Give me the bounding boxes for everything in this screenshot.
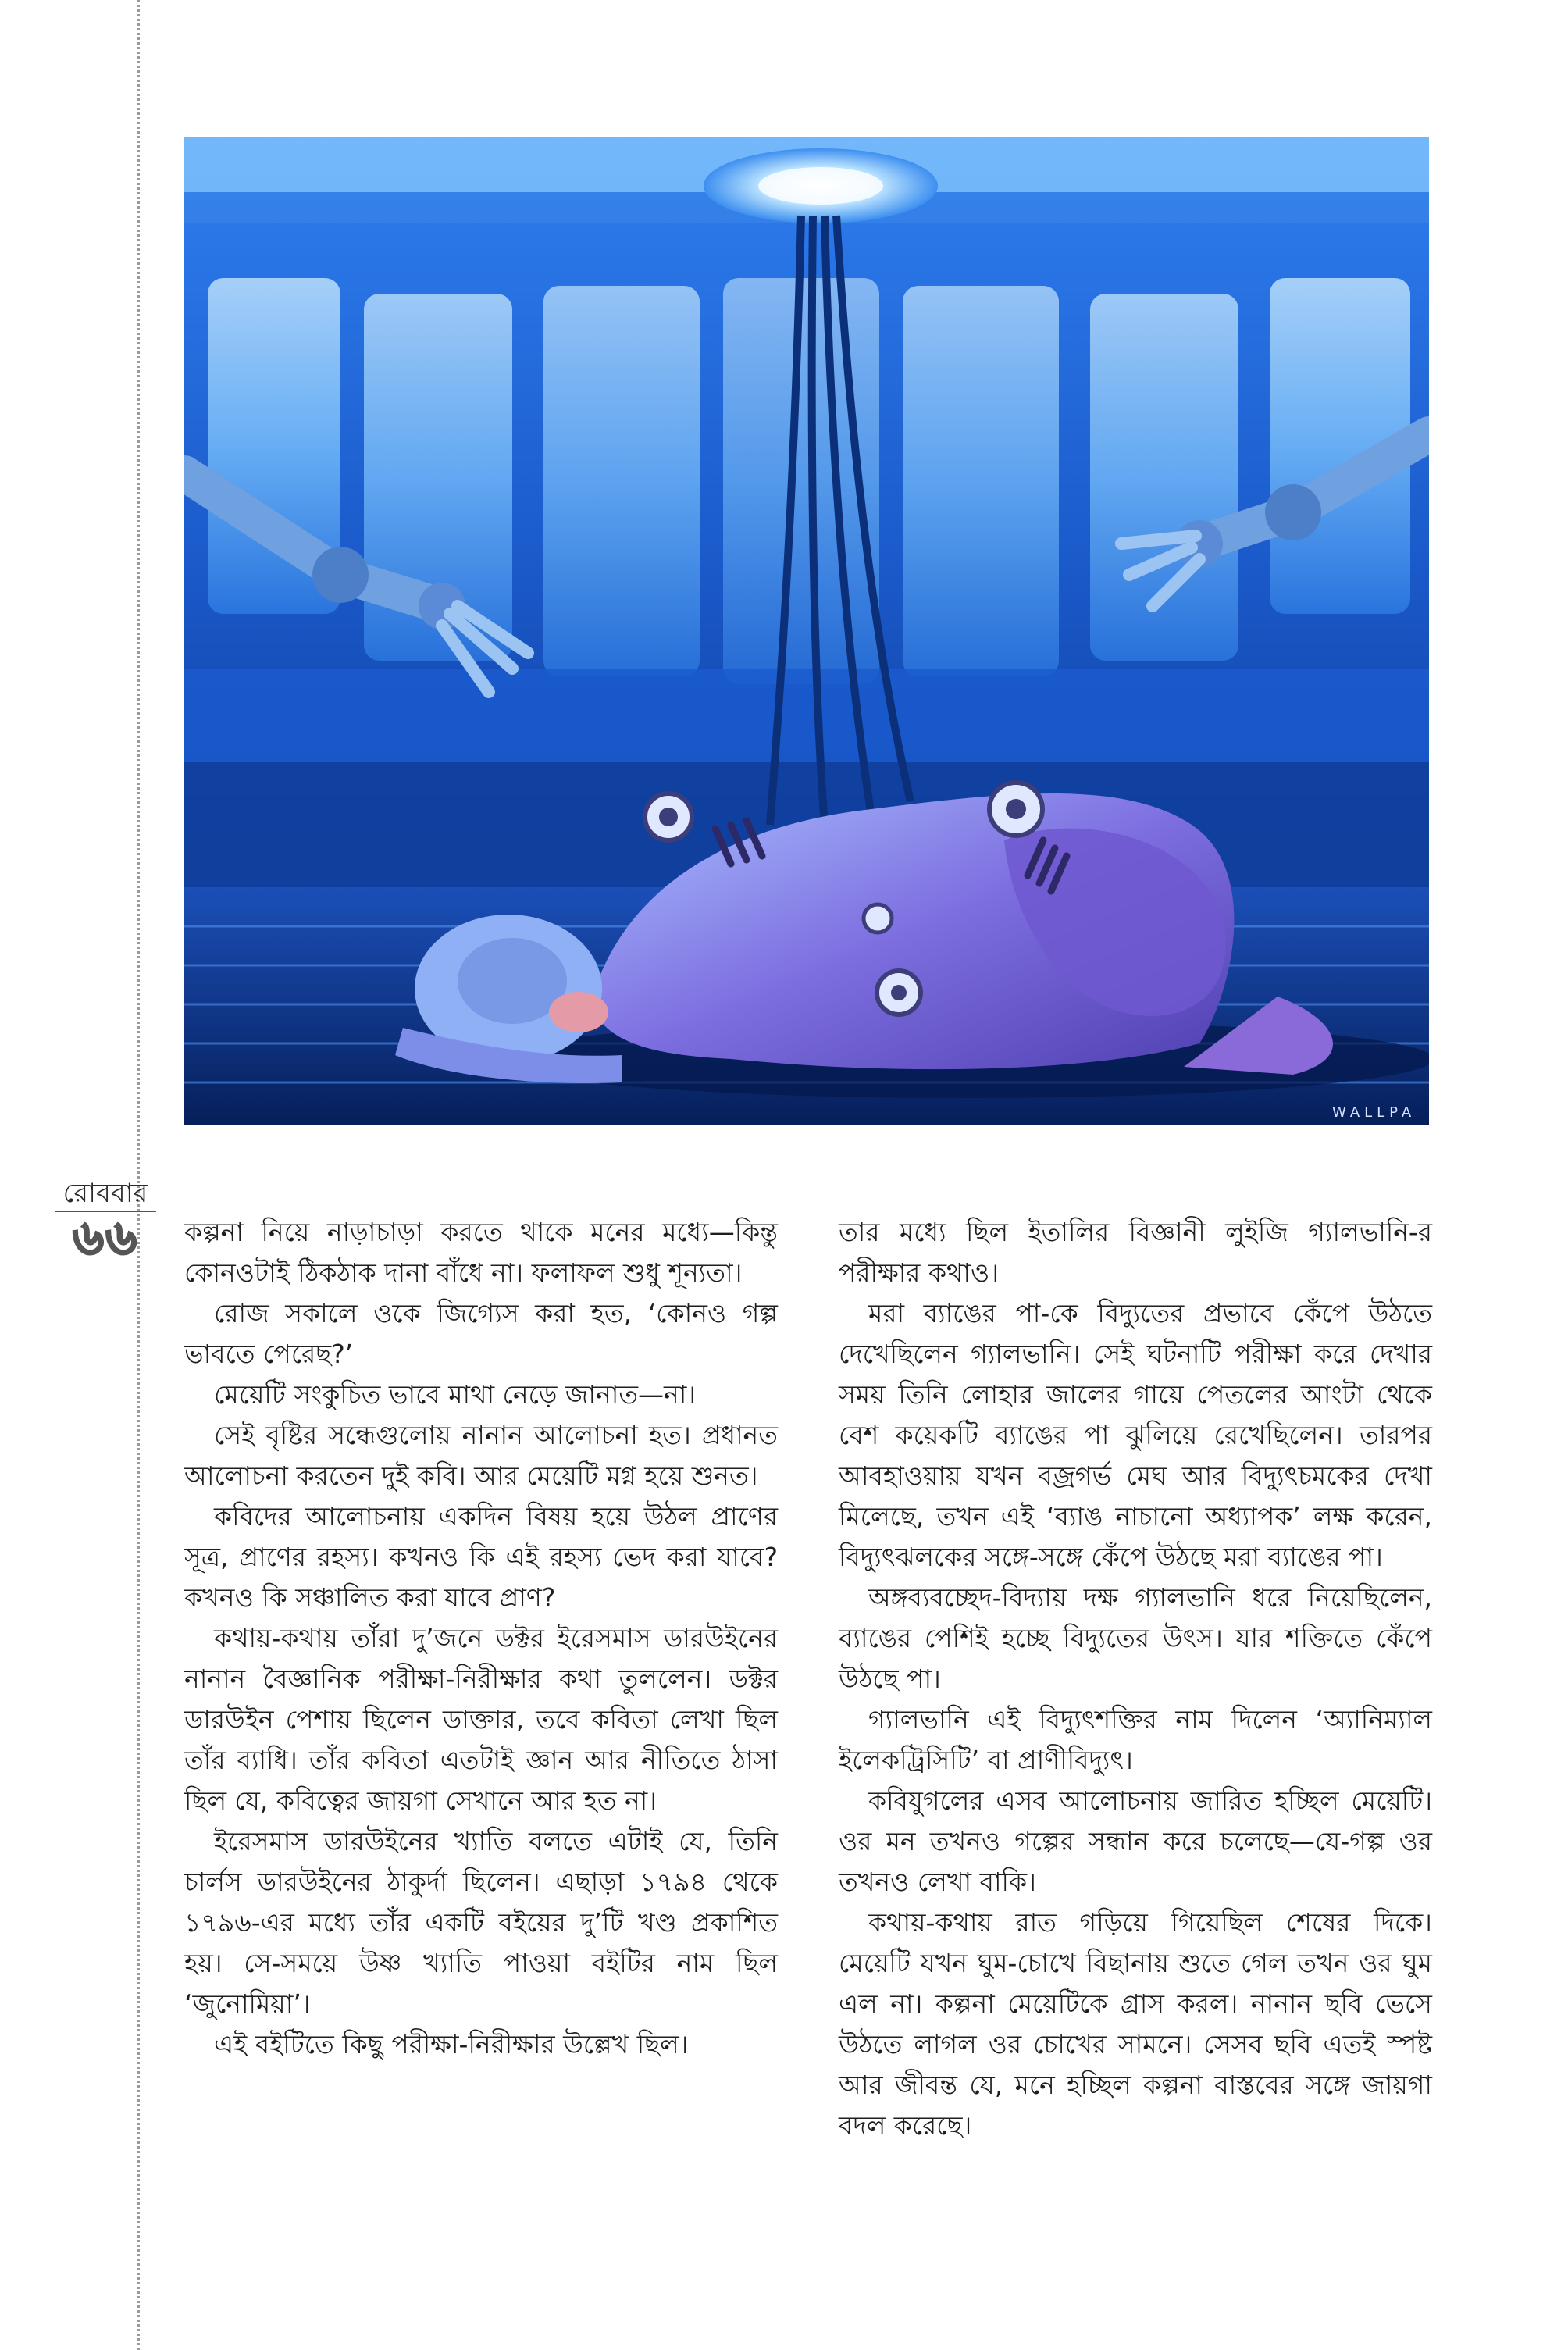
- paragraph-left-1: কল্পনা নিয়ে নাড়াচাড়া করতে থাকে মনের মধ্যে—কিন্তু কোনওটাই ঠিকঠাক দানা বাঁধে না। ফলাফল শুধু শূন্যতা।: [184, 1217, 778, 1288]
- cyborg-lab-illustration: [184, 137, 1429, 1125]
- page-fold-dotted-line: [137, 0, 140, 2350]
- paragraph-left-3: মেয়েটি সংকুচিত ভাবে মাথা নেড়ে জানাত—না।: [214, 1379, 697, 1410]
- page-folio: [55, 1178, 156, 1264]
- paragraph-right-1: তার মধ্যে ছিল ইতালির বিজ্ঞানী লুইজি গ্যালভানি-র পরীক্ষার কথাও।: [839, 1217, 1432, 1288]
- paragraph-left-4: সেই বৃষ্টির সন্ধেগুলোয় নানান আলোচনা হত। প্রধানত আলোচনা করতেন দুই কবি। আর মেয়েটি মগ্ন হয়ে শুনত।: [184, 1420, 778, 1491]
- paragraph-right-3: অঙ্গব্যবচ্ছেদ-বিদ্যায় দক্ষ গ্যালভানি ধরে নিয়েছিলেন, ব্যাঙের পেশিই হচ্ছে বিদ্যুতের উৎস। যার শক্তিতে কেঁপে উঠছে পা।: [839, 1582, 1432, 1694]
- article-left-column: [184, 1212, 778, 2065]
- page-number: ৬৬: [72, 1209, 139, 1266]
- magazine-name: রোববার: [55, 1178, 156, 1212]
- paragraph-left-2: রোজ সকালে ওকে জিগ্যেস করা হত, ‘কোনও গল্প ভাবতে পেরেছ?’: [184, 1298, 778, 1369]
- paragraph-right-4: গ্যালভানি এই বিদ্যুৎশক্তির নাম দিলেন ‘অ্যানিম্যাল ইলেকট্রিসিটি’ বা প্রাণীবিদ্যুৎ।: [839, 1704, 1432, 1775]
- paragraph-left-6: কথায়-কথায় তাঁরা দু’জনে ডক্টর ইরেসমাস ডারউইনের নানান বৈজ্ঞানিক পরীক্ষা-নিরীক্ষার কথা তুললেন। ডক্টর ডারউইন পেশায় ছিলেন ডাক্তার, তবে কবিতা লেখা ছিল তাঁর ব্যাধি। তাঁর কবিতা এতটাই জ্ঞান আর নীতিতে ঠাসা ছিল যে, কবিত্বের জায়গা সেখানে আর হত না।: [184, 1623, 778, 1816]
- illustration-artwork: [184, 137, 1429, 1125]
- paragraph-left-5: কবিদের আলোচনায় একদিন বিষয় হয়ে উঠল প্রাণের সূত্র, প্রাণের রহস্য। কখনও কি এই রহস্য ভেদ করা যাবে? কখনও কি সঞ্চালিত করা যাবে প্রাণ?: [184, 1501, 778, 1613]
- ceiling-lamp-core: [758, 167, 883, 205]
- wallpaper-watermark: WALLPA: [1332, 1104, 1417, 1121]
- article-right-column: [839, 1212, 1432, 2146]
- paragraph-left-8: এই বইটিতে কিছু পরীক্ষা-নিরীক্ষার উল্লেখ ছিল।: [214, 2029, 689, 2059]
- paragraph-right-5: কবিযুগলের এসব আলোচনায় জারিত হচ্ছিল মেয়েটি। ওর মন তখনও গল্পের সন্ধান করে চলেছে—যে-গল্প ওর তখনও লেখা বাকি।: [839, 1785, 1432, 1897]
- paragraph-left-7: ইরেসমাস ডারউইনের খ্যাতি বলতে এটাই যে, তিনি চার্লস ডারউইনের ঠাকুর্দা ছিলেন। এছাড়া ১৭৯৪ থেকে ১৭৯৬-এর মধ্যে তাঁর একটি বইয়ের দু’টি খণ্ড প্রকাশিত হয়। সে-সময়ে উষ্ণ খ্যাতি পাওয়া বইটির নাম ছিল ‘জুনোমিয়া’।: [184, 1826, 778, 2019]
- lab-counter: [184, 669, 1429, 762]
- paragraph-right-6: কথায়-কথায় রাত গড়িয়ে গিয়েছিল শেষের দিকে। মেয়েটি যখন ঘুম-চোখে বিছানায় শুতে গেল তখন ওর ঘুম এল না। কল্পনা মেয়েটিকে গ্রাস করল। নানান ছবি ভেসে উঠতে লাগল ওর চোখের সামনে। সেসব ছবি এতই স্পষ্ট আর জীবন্ত যে, মনে হচ্ছিল কল্পনা বাস্তবের সঙ্গে জায়গা বদল করেছে।: [839, 1907, 1432, 2141]
- paragraph-right-2: মরা ব্যাঙের পা-কে বিদ্যুতের প্রভাবে কেঁপে উঠতে দেখেছিলেন গ্যালভানি। সেই ঘটনাটি পরীক্ষা করে দেখার সময় তিনি লোহার জালের গায়ে পেতলের আংটা থেকে বেশ কয়েকটি ব্যাঙের পা ঝুলিয়ে রেখেছিলেন। তারপর আবহাওয়ায় যখন বজ্রগর্ভ মেঘ আর বিদ্যুৎচমকের দেখা মিলেছে, তখন এই ‘ব্যাঙ নাচানো অধ্যাপক’ লক্ষ করেন, বিদ্যুৎঝলকের সঙ্গে-সঙ্গে কেঁপে উঠছে মরা ব্যাঙের পা।: [839, 1298, 1432, 1572]
